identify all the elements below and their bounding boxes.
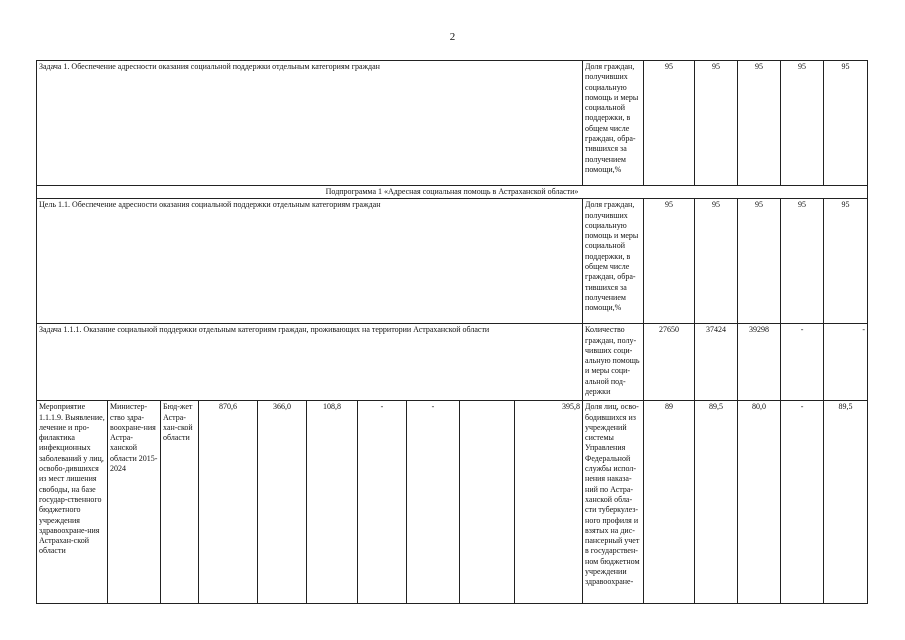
goal-indicator: Доля граждан, получивших социальную помощь и меры социальной поддержки, в общем числе граждан, обра-тившихся за получением помощи,% bbox=[583, 199, 644, 324]
table-row-task-1 bbox=[37, 61, 868, 186]
task-1-label: Задача 1. Обеспечение адресности оказания социальной поддержки отдельным категориям граждан bbox=[37, 61, 583, 186]
event-value: 89,5 bbox=[824, 401, 868, 604]
task-1-value: 95 bbox=[695, 61, 738, 186]
event-finance-value: 108,8 bbox=[307, 401, 358, 604]
task-1-value: 95 bbox=[644, 61, 695, 186]
task-2-value: 39298 bbox=[738, 324, 781, 401]
program-table bbox=[36, 60, 868, 604]
event-finance-value: - bbox=[358, 401, 407, 604]
task-2-value: - bbox=[781, 324, 824, 401]
task-1-indicator: Доля граждан, получивших социальную помощь и меры социальной поддержки, в общем числе граждан, обра-тившихся за получением помощи,% bbox=[583, 61, 644, 186]
event-funding-source: Бюд-жет Астра-хан-ской области bbox=[161, 401, 199, 604]
task-1-value: 95 bbox=[824, 61, 868, 186]
event-finance-value: 870,6 bbox=[199, 401, 258, 604]
goal-value: 95 bbox=[695, 199, 738, 324]
event-value: 89 bbox=[644, 401, 695, 604]
task-2-value: - bbox=[824, 324, 868, 401]
event-indicator: Доля лиц, осво-бодившихся из учреждений системы Управления Федеральной службы испол-нения наказа-ний по Астра-ханской обла-сти туберкулез-ного профиля и взятых на дис-пансерный учет в государствен-ном бюджетном учреждении здравоохране- bbox=[583, 401, 644, 604]
task-1-value: 95 bbox=[781, 61, 824, 186]
goal-label: Цель 1.1. Обеспечение адресности оказания социальной поддержки отдельным категориям граждан bbox=[37, 199, 583, 324]
table-row-goal bbox=[37, 199, 868, 324]
event-finance-value: 366,0 bbox=[258, 401, 307, 604]
event-finance-value: 395,8 bbox=[515, 401, 583, 604]
goal-value: 95 bbox=[738, 199, 781, 324]
task-2-value: 27650 bbox=[644, 324, 695, 401]
event-finance-empty bbox=[460, 401, 515, 604]
goal-value: 95 bbox=[824, 199, 868, 324]
event-name: Мероприятие 1.1.1.9. Выявление, лечение и про-филактика инфекционных заболеваний у лиц, освобо-дившихся из мест лишения свободы, на базе государ-ственного бюджетного учреждения здравоохране-ния Астрахан-ской области bbox=[37, 401, 108, 604]
goal-value: 95 bbox=[781, 199, 824, 324]
table-row-subprogram bbox=[37, 186, 868, 199]
subprogram-title: Подпрограмма 1 «Адресная социальная помощь в Астраханской области» bbox=[37, 186, 868, 199]
page-number: 2 bbox=[449, 31, 456, 43]
table-row-task-1-1-1 bbox=[37, 324, 868, 401]
task-1-value: 95 bbox=[738, 61, 781, 186]
event-finance-value: - bbox=[407, 401, 460, 604]
task-2-value: 37424 bbox=[695, 324, 738, 401]
goal-value: 95 bbox=[644, 199, 695, 324]
task-2-label: Задача 1.1.1. Оказание социальной поддержки отдельным категориям граждан, проживающих на территории Астраханской области bbox=[37, 324, 583, 401]
event-value: - bbox=[781, 401, 824, 604]
event-value: 80,0 bbox=[738, 401, 781, 604]
task-2-indicator: Количество граждан, полу-чивших соци-альную помощь и меры соци-альной под-держки bbox=[583, 324, 644, 401]
event-executor: Министер-ство здра-воохране-ния Астра-ханской области 2015-2024 bbox=[108, 401, 161, 604]
table-row-event-1-1-1-9 bbox=[37, 401, 868, 604]
event-value: 89,5 bbox=[695, 401, 738, 604]
